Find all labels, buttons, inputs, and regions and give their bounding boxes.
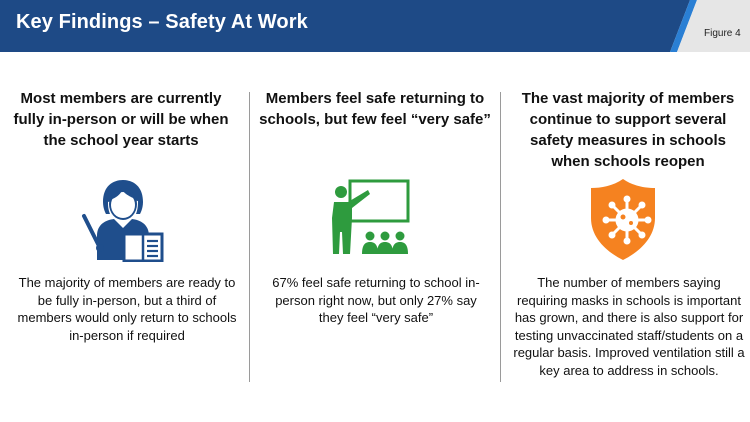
column-safety-measures: [510, 88, 746, 172]
header-banner: [0, 0, 750, 52]
column-in-person: [4, 88, 238, 151]
teacher-reading-icon: [80, 176, 166, 262]
figure-label: Figure 4: [704, 28, 741, 39]
column-divider: [500, 92, 501, 382]
column-feel-safe: [258, 88, 492, 130]
column-body-text: 67% feel safe returning to school in-person right now, but only 27% say they feel “very safe”: [272, 275, 480, 326]
classroom-presentation-icon: [330, 178, 414, 258]
page-title: Key Findings – Safety At Work: [16, 11, 308, 33]
column-body-text: The number of members saying requiring masks in schools is important has grown, and there is also support for testing unvaccinated staff/students on a regular basis. Improved ventilation still a key area to address in schools.: [513, 275, 745, 378]
virus-shield-icon: [587, 176, 659, 262]
column-heading: The vast majority of members continue to support several safety measures in schools when schools reopen: [521, 90, 735, 170]
column-body-text: The majority of members are ready to be fully in-person, but a third of members would only return to schools in-person if required: [17, 275, 237, 343]
column-heading: Most members are currently fully in-person or will be when the school year starts: [13, 90, 229, 149]
column-divider: [249, 92, 250, 382]
column-heading: Members feel safe returning to schools, but few feel “very safe”: [259, 90, 491, 128]
